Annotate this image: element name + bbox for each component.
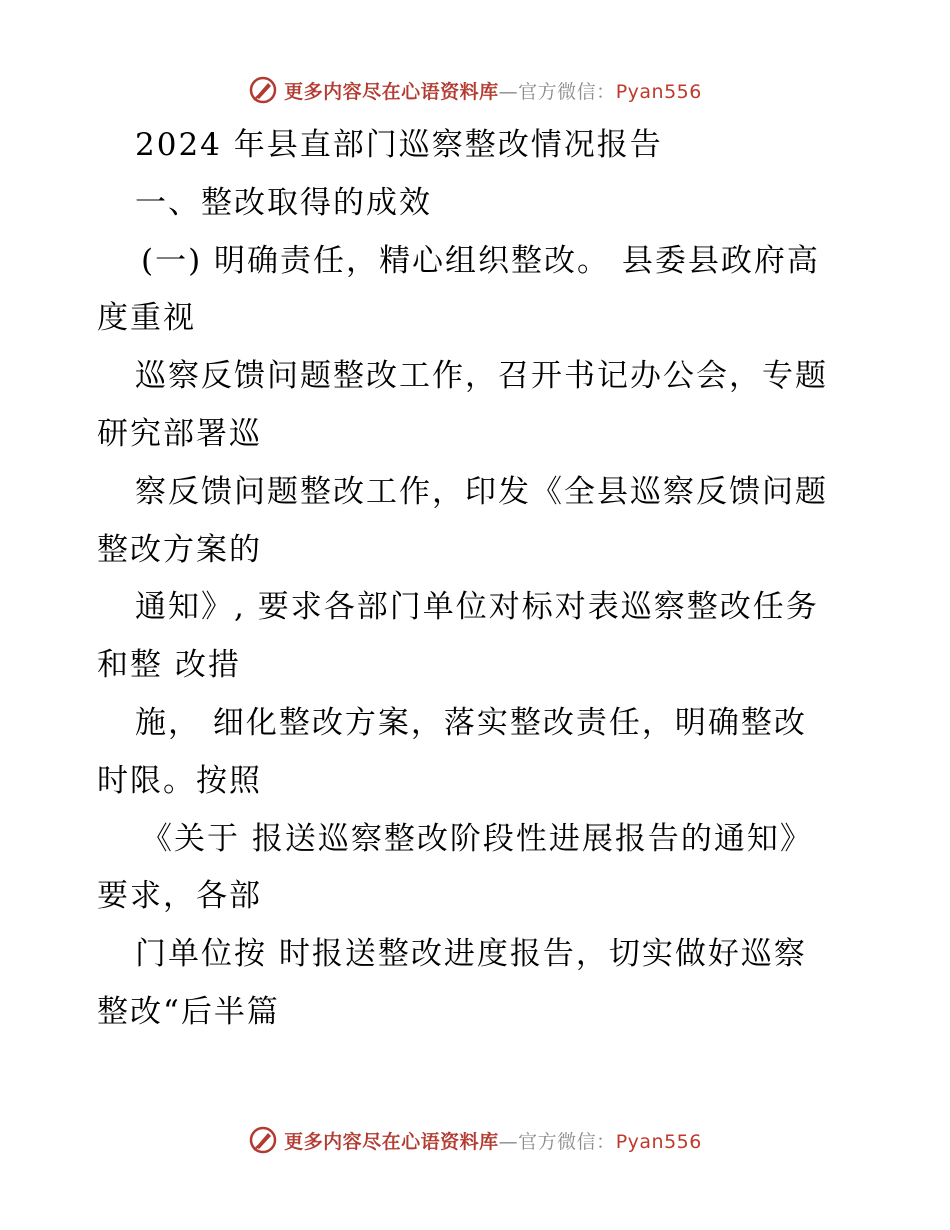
paragraph-line: 门单位按 时报送整改进度报告，切实做好巡察 bbox=[135, 936, 807, 973]
paragraph-line: 施， 细化整改方案，落实整改责任，明确整改 bbox=[135, 704, 807, 741]
paragraph-line: (一) 明确责任，精心组织整改。 县委县政府高 bbox=[141, 242, 820, 279]
header-watermark bbox=[0, 70, 950, 110]
watermark-text bbox=[284, 77, 702, 104]
paragraph-line: 度重视 bbox=[97, 300, 196, 337]
paragraph-line: 察反馈问题整改工作，印发《全县巡察反馈问题 bbox=[135, 473, 828, 510]
watermark-account: Pyan556 bbox=[615, 1130, 702, 1153]
paragraph-line: 《关于 报送巡察整改阶段性进展报告的通知》 bbox=[141, 820, 813, 857]
paragraph-line: 整改方案的 bbox=[97, 531, 262, 568]
watermark-account: Pyan556 bbox=[615, 80, 702, 103]
paragraph-line: 要求，各部 bbox=[97, 878, 262, 915]
watermark-dash: — bbox=[498, 1130, 519, 1153]
watermark-site: 更多内容尽在心语资料库 bbox=[284, 80, 499, 103]
document-title: 2024 年县直部门巡察整改情况报告 bbox=[135, 127, 663, 163]
paragraph-line: 时限。按照 bbox=[97, 762, 262, 799]
watermark-site: 更多内容尽在心语资料库 bbox=[284, 1130, 499, 1153]
section-heading: 一、整改取得的成效 bbox=[135, 184, 432, 221]
watermark-label: 官方微信： bbox=[518, 1130, 616, 1153]
paragraph-line: 研究部署巡 bbox=[97, 415, 262, 452]
watermark-text bbox=[284, 1127, 702, 1154]
document-body bbox=[97, 117, 857, 1042]
watermark-label: 官方微信： bbox=[518, 80, 616, 103]
quill-logo-icon bbox=[248, 1125, 278, 1155]
footer-watermark bbox=[0, 1120, 950, 1160]
paragraph-line: 通知》, 要求各部门单位对标对表巡察整改任务 bbox=[135, 589, 819, 626]
watermark-dash: — bbox=[498, 80, 519, 103]
quill-logo-icon bbox=[248, 75, 278, 105]
paragraph-line: 整改“后半篇 bbox=[97, 993, 280, 1030]
paragraph-line: 和整 改措 bbox=[97, 647, 241, 684]
paragraph-line: 巡察反馈问题整改工作，召开书记办公会，专题 bbox=[135, 358, 828, 395]
